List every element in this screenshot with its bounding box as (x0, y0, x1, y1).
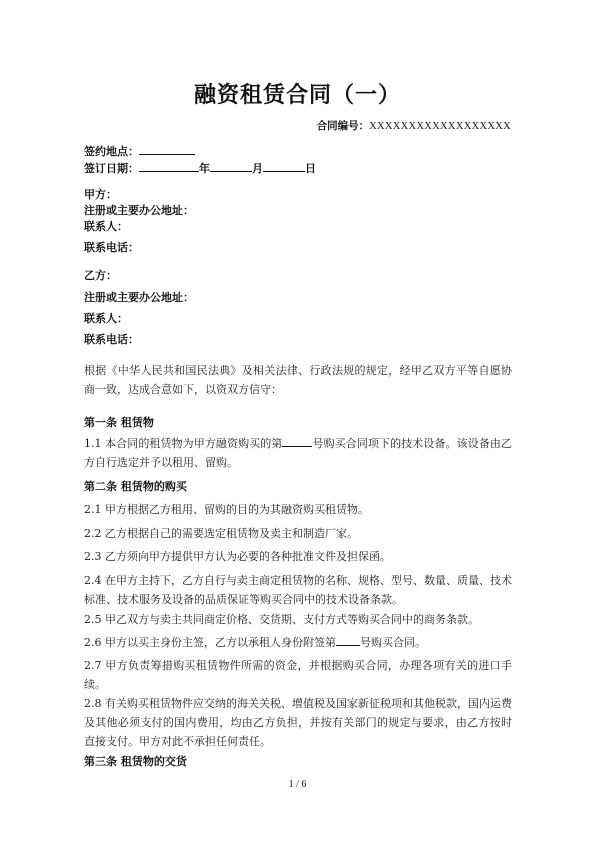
article-2-heading: 第二条 租赁物的购买 (84, 480, 187, 493)
day-blank (263, 159, 305, 172)
clause-2-7: 2.7 甲方负责筹措购买租赁物件所需的资金，并根据购买合同，办理各项有关的进口手续。 (84, 659, 512, 691)
clause-1-1 (84, 434, 512, 472)
clause-2-8: 2.8 有关购买租赁物件应交纳的海关关税、增值税及国家新征税项和其他税款，国内运费及其他必须支付的国内费用，均由乙方负担，并按有关部门的规定与要求，由乙方按时直接支付。甲方对此不承担任何责任。 (84, 697, 512, 748)
clause-2-1: 2.1 甲方根据乙方租用、留购的目的为其融资购买租赁物。 (84, 503, 369, 516)
contract-number (317, 118, 511, 133)
clause-2-3: 2.3 乙方须向甲方提供甲方认为必要的各种批准文件及担保函。 (84, 550, 391, 563)
party-b-contact: 联系人： (84, 312, 128, 325)
party-b-phone: 联系电话： (84, 333, 139, 346)
party-a-name: 甲方： (84, 188, 117, 201)
clause-2-6 (84, 633, 512, 652)
clause-1-1-text-a: 1.1 本合同的租赁物为甲方融资购买的第 (84, 437, 283, 450)
clause-2-6-text-b: 号购买合同。 (360, 636, 426, 649)
contract-number-value: XXXXXXXXXXXXXXXXXX (369, 121, 511, 132)
party-b-name: 乙方： (84, 269, 117, 282)
article-1-heading: 第一条 租赁物 (84, 416, 154, 429)
party-a-phone: 联系电话： (84, 241, 139, 254)
year-blank (139, 159, 199, 172)
sign-place-line (84, 142, 195, 159)
attached-contract-no-blank (336, 634, 360, 646)
clause-2-2: 2.2 乙方根据自己的需要选定租赁物及卖主和制造厂家。 (84, 527, 358, 540)
sign-date-label: 签订日期： (84, 162, 139, 175)
preamble: 根据《中华人民共和国民法典》及相关法律、行政法规的规定，经甲乙双方平等自愿协商一致，达成合意如下，以资双方信守： (84, 364, 512, 396)
sign-place-label: 签约地点： (84, 145, 139, 158)
clause-2-5: 2.5 甲乙双方与卖主共同商定价格、交货期、支付方式等购买合同中的商务条款。 (84, 613, 479, 626)
contract-number-label: 合同编号： (316, 120, 370, 132)
article-3-heading: 第三条 租赁物的交货 (84, 755, 187, 768)
party-b-address: 注册或主要办公地址： (84, 291, 194, 304)
purchase-contract-no-blank (282, 435, 312, 447)
sign-place-blank (139, 142, 195, 155)
party-a-address: 注册或主要办公地址： (84, 204, 194, 217)
page-number: 1 / 6 (288, 779, 307, 790)
clause-1-1-text-b: 号购买合同项下的技术设备。该设备由乙方自行选定并予以租用、留购。 (84, 437, 512, 469)
month-label: 月 (252, 162, 263, 175)
day-label: 日 (305, 162, 316, 175)
sign-date-line (84, 159, 316, 176)
party-a-contact: 联系人： (84, 220, 128, 233)
clause-2-4: 2.4 在甲方主持下，乙方自行与卖主商定租赁物的名称、规格、型号、数量、质量、技术标准、技术服务及设备的品质保证等购买合同中的技术设备条款。 (84, 574, 512, 606)
year-label: 年 (199, 162, 210, 175)
document-title: 融资租赁合同（一） (193, 83, 401, 108)
clause-2-6-text-a: 2.6 甲方以买主身份主签，乙方以承租人身份附签第 (84, 636, 336, 649)
month-blank (210, 159, 252, 172)
